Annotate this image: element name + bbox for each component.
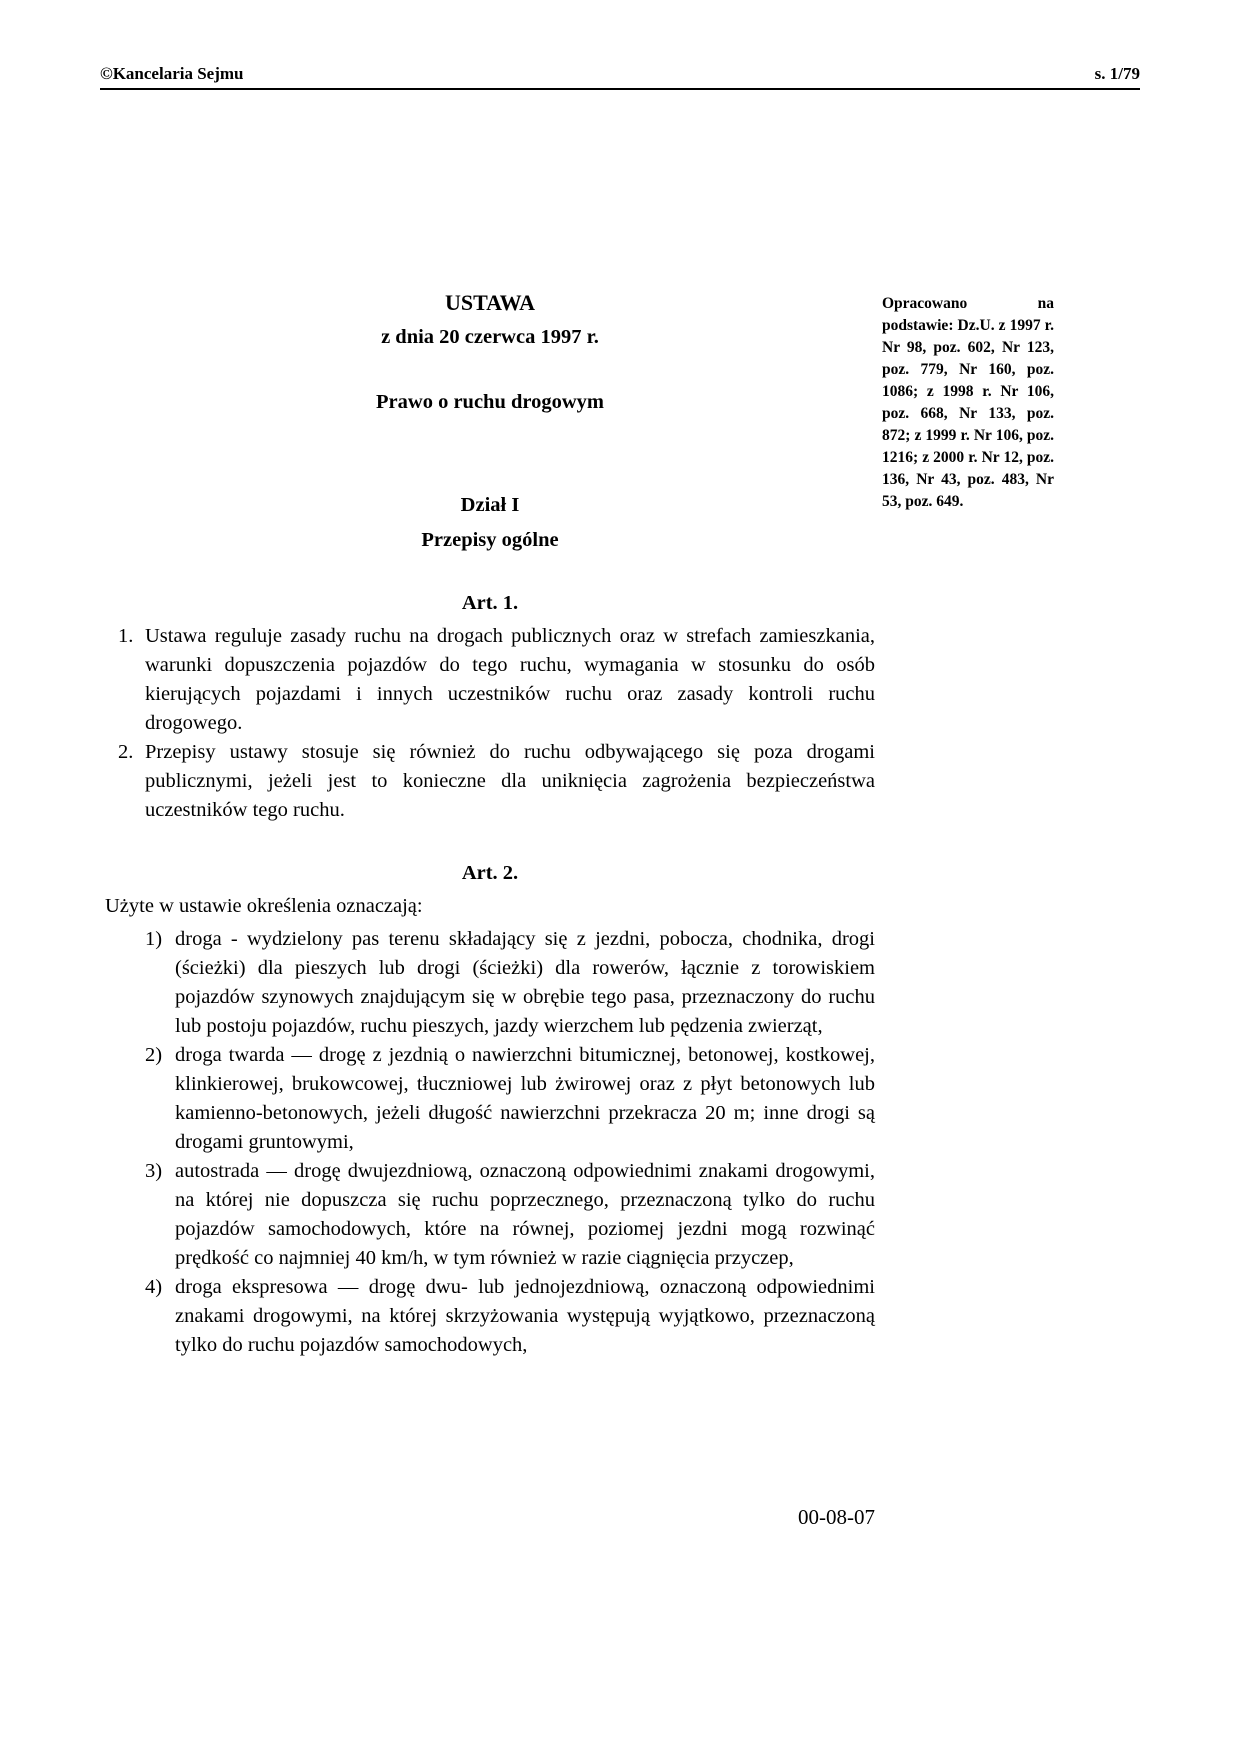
division-heading: Dział I [460,494,520,516]
definition-item-4 [105,1273,875,1360]
paragraph-text: Ustawa reguluje zasady ruchu na drogach publicznych oraz w strefach zamieszkania, warunki dopuszczenia pojazdów do tego ruchu, wymagania w stosunku do osób kierujących pojazdami i innych uczestników ruchu oraz zasady kontroli ruchu drogowego. [145,625,875,734]
definition-marker: 3) [145,1160,163,1182]
division-title: Przepisy ogólne [421,529,559,551]
article-2-heading: Art. 2. [461,862,519,884]
definition-text: autostrada — drogę dwujezdniową, oznaczoną odpowiednimi znakami drogowymi, na której nie dopuszcza się ruchu poprzecznego, przeznaczoną tylko do ruchu pojazdów samochodowych, które na równej, poziomej jezdni mogą rozwinąć prędkość co najmniej 40 km/h, w tym również w razie ciągnięcia przyczep, [175,1160,875,1269]
definition-marker: 2) [145,1044,163,1066]
article-1-paragraph-1 [105,622,875,738]
document-type-heading: USTAWA [444,290,536,315]
header-publisher: ©Kancelaria Sejmu [100,64,244,83]
article-1-heading: Art. 1. [461,592,519,614]
paragraph-marker: 2. [118,741,134,763]
article-2-intro: Użyte w ustawie określenia oznaczają: [105,895,423,917]
footer-date: 00-08-07 [798,1505,875,1529]
definition-item-3 [105,1157,875,1273]
definition-marker: 1) [145,928,163,950]
definition-text: droga ekspresowa — drogę dwu- lub jednojezdniową, oznaczoną odpowiednimi znakami drogowymi, na której skrzyżowania występują wyjątkowo, przeznaczoną tylko do ruchu pojazdów samochodowych, [175,1276,875,1356]
main-text-column [105,288,875,1360]
article-1-paragraph-2 [105,738,875,825]
header-page-number: s. 1/79 [1094,64,1140,83]
definition-text: droga - wydzielony pas terenu składający się z jezdni, pobocza, chodnika, drogi (ścieżki) dla pieszych lub drogi (ścieżki) dla rowerów, łącznie z torowiskiem pojazdów szynowych znajdującym się w obrębie tego pasa, przeznaczony do ruchu lub postoju pojazdów, ruchu pieszych, jazdy wierzchem lub pędzenia zwierząt, [175,928,875,1037]
definition-item-2 [105,1041,875,1157]
definition-marker: 4) [145,1276,163,1298]
margin-note-legal-basis: Opracowano na podstawie: Dz.U. z 1997 r. Nr 98, poz. 602, Nr 123, poz. 779, Nr 160, poz. 1086; z 1998 r. Nr 106, poz. 668, Nr 133, poz. 872; z 1999 r. Nr 106, poz. 1216; z 2000 r. Nr 12, poz. 136, Nr 43, poz. 483, Nr 53, poz. 649. [882,295,1054,510]
document-title: Prawo o ruchu drogowym [376,391,604,413]
definition-text: droga twarda — drogę z jezdnią o nawierzchni bitumicznej, betonowej, kostkowej, klinkierowej, brukowcowej, tłuczniowej lub żwirowej oraz z płyt betonowych lub kamienno-betonowych, jeżeli długość nawierzchni przekracza 20 m; inne drogi są drogami gruntowymi, [175,1044,875,1153]
document-date: z dnia 20 czerwca 1997 r. [381,326,599,348]
definition-item-1 [105,925,875,1041]
running-header [100,64,1140,90]
paragraph-text: Przepisy ustawy stosuje się również do ruchu odbywającego się poza drogami publicznymi, jeżeli jest to konieczne dla uniknięcia zagrożenia bezpieczeństwa uczestników tego ruchu. [145,741,875,821]
paragraph-marker: 1. [118,625,134,647]
